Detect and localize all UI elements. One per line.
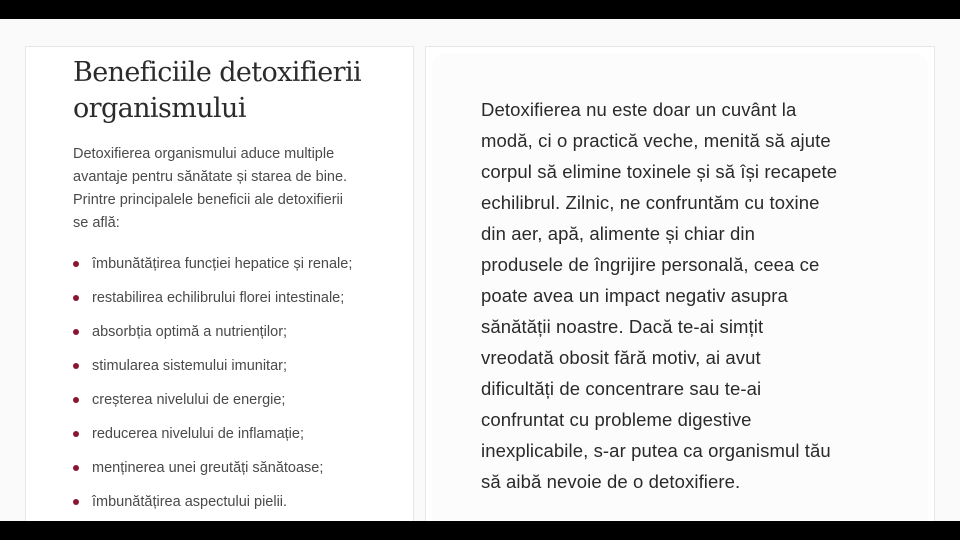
paragraph-line: poate avea un impact negativ asupra [481, 285, 788, 306]
list-item-text: reducerea nivelului de inflamație; [92, 426, 304, 442]
paragraph-line: sănătății noastre. Dacă te-ai simțit [481, 316, 764, 337]
list-item [73, 356, 352, 390]
paragraph-line: Detoxifierea nu este doar un cuvânt la [481, 99, 797, 120]
intro-line: se află: [73, 215, 120, 231]
list-item-text: îmbunătățirea funcției hepatice și renale; [92, 256, 353, 272]
bullet-dot-icon [73, 363, 79, 369]
paragraph-line: să aibă nevoie de o detoxifiere. [481, 471, 741, 492]
bullet-dot-icon [73, 261, 79, 267]
list-item [73, 390, 352, 424]
bullet-dot-icon [73, 465, 79, 471]
paragraph-line: inexplicabile, s-ar putea ca organismul tău [481, 440, 831, 461]
list-item-text: absorbția optimă a nutrienților; [92, 324, 288, 340]
bullet-dot-icon [73, 397, 79, 403]
list-item [73, 322, 352, 356]
article-heading [73, 55, 403, 127]
list-item-text: restabilirea echilibrului florei intestinale; [92, 290, 345, 306]
list-item-text: creșterea nivelului de energie; [92, 392, 286, 408]
intro-line: avantaje pentru sănătate și starea de bine. [73, 169, 348, 185]
heading-line-1: Beneficiile detoxifierii [73, 57, 362, 88]
heading-line-2: organismului [73, 93, 246, 124]
list-item [73, 492, 352, 521]
paragraph-line: echilibrul. Zilnic, ne confruntăm cu toxine [481, 192, 820, 213]
paragraph-line: dificultăți de concentrare sau te-ai [481, 378, 762, 399]
intro-line: Detoxifierea organismului aduce multiple [73, 146, 335, 162]
list-item-text: stimularea sistemului imunitar; [92, 358, 288, 374]
bullet-dot-icon [73, 499, 79, 505]
bullet-dot-icon [73, 431, 79, 437]
paragraph-line: vreodată obosit fără motiv, ai avut [481, 347, 761, 368]
intro-paragraph [73, 143, 373, 235]
list-item [73, 458, 352, 492]
letterbox-bottom [0, 521, 960, 540]
paragraph-line: corpul să elimine toxinele și să își recapete [481, 161, 838, 182]
benefits-panel [25, 46, 414, 521]
bullet-dot-icon [73, 295, 79, 301]
description-paragraph [481, 94, 901, 497]
intro-line: Printre principalele beneficii ale detoxifierii [73, 192, 343, 208]
benefits-list [73, 254, 352, 521]
paragraph-line: din aer, apă, alimente și chiar din [481, 223, 755, 244]
list-item-text: îmbunătățirea aspectului pielii. [92, 494, 288, 510]
list-item [73, 254, 352, 288]
paragraph-line: confruntat cu probleme digestive [481, 409, 752, 430]
paragraph-line: produsele de îngrijire personală, ceea ce [481, 254, 820, 275]
paragraph-line: modă, ci o practică veche, menită să ajute [481, 130, 831, 151]
detox-description-panel [425, 46, 935, 521]
letterbox-top [0, 0, 960, 19]
bullet-dot-icon [73, 329, 79, 335]
list-item-text: menținerea unei greutăți sănătoase; [92, 460, 324, 476]
list-item [73, 424, 352, 458]
list-item [73, 288, 352, 322]
